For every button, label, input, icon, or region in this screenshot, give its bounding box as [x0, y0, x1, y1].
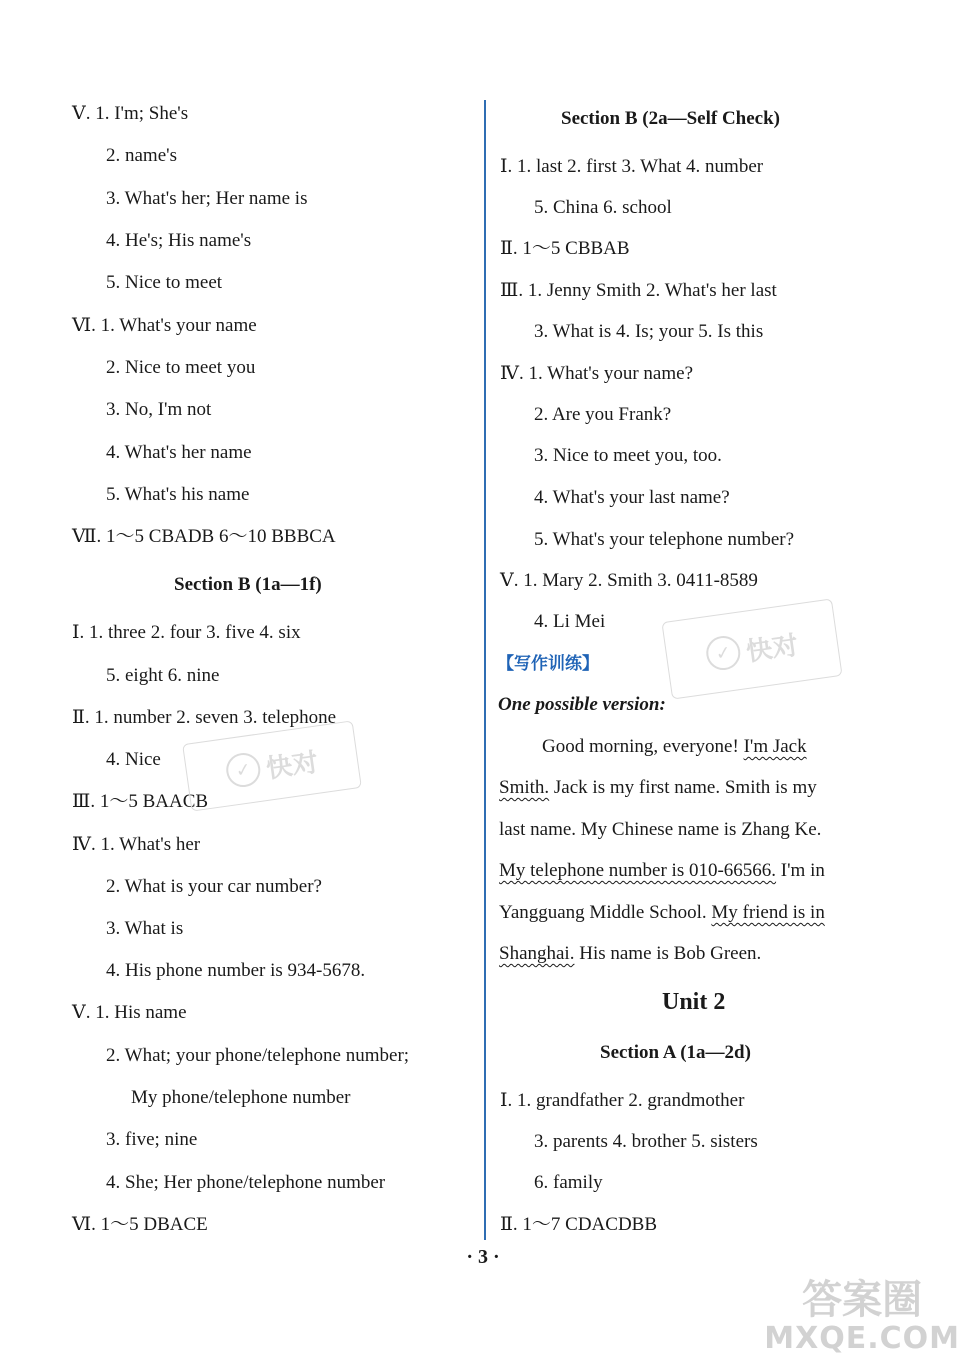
answer-line: Ⅳ. 1. What's her [72, 834, 201, 855]
version-label: One possible version: [498, 694, 666, 715]
answer-line: 3. What is [106, 918, 184, 939]
answer-line: 5. China 6. school [534, 197, 672, 218]
check-icon: ✓ [224, 751, 262, 789]
answer-line: 4. What's her name [106, 442, 252, 463]
watermark-stamp: ✓ 快对 [182, 720, 362, 811]
answer-line: Ⅵ. 1. What's your name [72, 315, 257, 336]
column-divider [484, 100, 486, 1240]
essay-line: My telephone number is 010-66566. I'm in [499, 860, 825, 881]
essay-line: Smith. Jack is my first name. Smith is my [499, 777, 817, 798]
answer-line: Ⅰ. 1. grandfather 2. grandmother [500, 1090, 745, 1111]
answer-line: Ⅳ. 1. What's your name? [500, 363, 694, 384]
answer-line: 2. What; your phone/telephone number; [106, 1045, 410, 1066]
answer-line: 4. He's; His name's [106, 230, 252, 251]
answer-line: 3. parents 4. brother 5. sisters [534, 1131, 758, 1152]
answer-line: Ⅰ. 1. three 2. four 3. five 4. six [72, 622, 301, 643]
answer-line: 5. eight 6. nine [106, 665, 220, 686]
answer-line: Ⅴ. 1. Mary 2. Smith 3. 0411-8589 [500, 570, 758, 591]
essay-line: Yangguang Middle School. My friend is in [499, 902, 825, 923]
check-icon: ✓ [704, 634, 742, 672]
answer-line: Ⅶ. 1～5 CBADB 6～10 BBBCA [72, 526, 336, 547]
answer-line: Ⅲ. 1. Jenny Smith 2. What's her last [500, 280, 777, 301]
unit-title: Unit 2 [662, 989, 726, 1015]
answer-line: Ⅱ. 1. number 2. seven 3. telephone [72, 707, 337, 728]
answer-line: 2. Nice to meet you [106, 357, 256, 378]
answer-line: 5. Nice to meet [106, 272, 223, 293]
watermark-stamp: ✓ 快对 [661, 598, 842, 699]
answer-line: Ⅴ. 1. His name [72, 1002, 187, 1023]
answer-line: Ⅵ. 1～5 DBACE [72, 1214, 208, 1235]
answer-line: 2. Are you Frank? [534, 404, 672, 425]
answer-line: 4. What's your last name? [534, 487, 730, 508]
writing-training-label: 【写作训练】 [497, 654, 599, 674]
section-heading: Section A (1a—2d) [600, 1042, 751, 1063]
answer-line: 4. She; Her phone/telephone number [106, 1172, 386, 1193]
answer-line: 3. five; nine [106, 1129, 198, 1150]
section-heading: Section B (1a—1f) [174, 574, 322, 595]
answer-line: 4. Nice [106, 749, 161, 770]
answer-line: 4. His phone number is 934-5678. [106, 960, 366, 981]
answer-line: Ⅱ. 1～7 CDACDBB [500, 1214, 658, 1235]
page-number: · 3 · [466, 1246, 500, 1268]
answer-line: 3. What is 4. Is; your 5. Is this [534, 321, 764, 342]
answer-line: Ⅲ. 1～5 BAACB [72, 791, 209, 812]
answer-line: Ⅰ. 1. last 2. first 3. What 4. number [500, 156, 764, 177]
answer-line: 5. What's his name [106, 484, 250, 505]
answer-line: 2. What is your car number? [106, 876, 322, 897]
answer-line: 3. Nice to meet you, too. [534, 445, 722, 466]
section-heading: Section B (2a—Self Check) [561, 108, 781, 129]
answer-line: Ⅱ. 1～5 CBBAB [500, 238, 630, 259]
answer-line: 6. family [534, 1172, 603, 1193]
essay-line: Good morning, everyone! I'm Jack [542, 736, 807, 757]
answer-line: My phone/telephone number [131, 1087, 351, 1108]
essay-line: last name. My Chinese name is Zhang Ke. [499, 819, 822, 840]
answer-line: 3. What's her; Her name is [106, 188, 308, 209]
answer-line: 4. Li Mei [534, 611, 606, 632]
essay-line: Shanghai. His name is Bob Green. [499, 943, 762, 964]
answer-line: Ⅴ. 1. I'm; She's [72, 103, 189, 124]
answer-line: 5. What's your telephone number? [534, 529, 795, 550]
answer-line: 2. name's [106, 145, 177, 166]
site-logo: 答案圈 MXQE.COM [764, 1277, 960, 1356]
answer-line: 3. No, I'm not [106, 399, 212, 420]
